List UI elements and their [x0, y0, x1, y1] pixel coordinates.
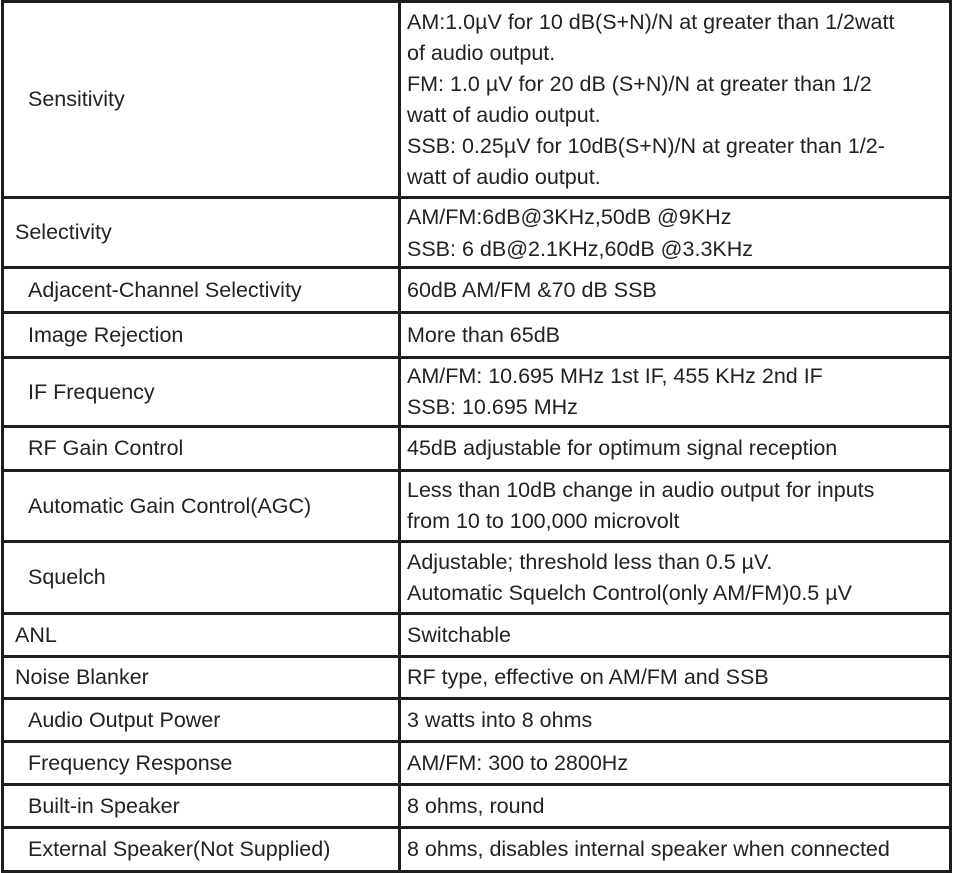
spec-value-cell	[400, 614, 951, 657]
spec-value-line: SSB: 6 dB@2.1KHz,60dB @3.3KHz	[407, 236, 754, 261]
spec-value-line: AM:1.0µV for 10 dB(S+N)/N at greater than 1/2watt	[407, 9, 895, 34]
spec-value-line: 8 ohms, round	[407, 793, 545, 818]
spec-label: RF Gain Control	[28, 436, 184, 460]
spec-value-line: watt of audio output.	[407, 164, 601, 189]
spec-label: Selectivity	[15, 220, 112, 244]
spec-label: Image Rejection	[28, 322, 184, 347]
spec-label: Noise Blanker	[15, 665, 149, 689]
spec-label: Automatic Gain Control(AGC)	[28, 493, 312, 518]
spec-label: IF Frequency	[28, 379, 155, 404]
spec-value-line: AM/FM: 300 to 2800Hz	[407, 750, 629, 775]
spec-value-cell	[400, 828, 951, 872]
table-row	[3, 828, 951, 872]
table-row	[3, 471, 951, 542]
table-row	[3, 2, 951, 198]
spec-label-cell	[3, 471, 400, 542]
table-row	[3, 657, 951, 699]
spec-label-cell	[3, 828, 400, 872]
spec-value-cell	[400, 785, 951, 828]
spec-label: Frequency Response	[28, 750, 233, 775]
spec-value-line: Switchable	[407, 622, 511, 647]
spec-value-line: More than 65dB	[407, 322, 560, 347]
spec-value-cell	[400, 268, 951, 313]
spec-label-cell	[3, 742, 400, 785]
spec-label: Audio Output Power	[28, 707, 221, 732]
spec-label: Sensitivity	[28, 87, 125, 111]
spec-value-cell	[400, 742, 951, 785]
table-row	[3, 742, 951, 785]
spec-value-line: of audio output.	[407, 40, 556, 65]
spec-value-cell	[400, 198, 951, 268]
spec-value-line: 3 watts into 8 ohms	[407, 707, 593, 732]
spec-value-cell	[400, 313, 951, 358]
spec-value-cell	[400, 542, 951, 614]
spec-label-cell	[3, 699, 400, 742]
table-row	[3, 699, 951, 742]
spec-value-line: watt of audio output.	[407, 102, 601, 127]
spec-value-line: SSB: 0.25µV for 10dB(S+N)/N at greater than 1/2-	[407, 133, 885, 158]
spec-value-line: AM/FM: 10.695 MHz 1st IF, 455 KHz 2nd IF	[407, 364, 823, 388]
spec-label-cell	[3, 657, 400, 699]
table-row	[3, 313, 951, 358]
specifications-table-body	[3, 2, 951, 872]
table-row	[3, 785, 951, 828]
spec-value-line: Less than 10dB change in audio output for inputs	[407, 478, 875, 502]
spec-value-line: AM/FM:6dB@3KHz,50dB @9KHz	[407, 204, 732, 229]
table-row	[3, 427, 951, 471]
spec-value-cell	[400, 358, 951, 427]
spec-value-line: 45dB adjustable for optimum signal reception	[407, 436, 838, 460]
spec-label-cell	[3, 614, 400, 657]
specifications-table	[1, 0, 952, 873]
spec-value-cell	[400, 2, 951, 198]
spec-label-cell	[3, 2, 400, 198]
spec-label: Squelch	[28, 565, 106, 589]
spec-label-cell	[3, 542, 400, 614]
spec-value-line: 8 ohms, disables internal speaker when connected	[407, 837, 890, 861]
spec-label-cell	[3, 268, 400, 313]
table-row	[3, 614, 951, 657]
table-row	[3, 542, 951, 614]
spec-value-line: FM: 1.0 µV for 20 dB (S+N)/N at greater than 1/2	[407, 71, 872, 96]
spec-value-line: from 10 to 100,000 microvolt	[407, 509, 680, 533]
spec-value-line: 60dB AM/FM &70 dB SSB	[407, 277, 657, 302]
spec-value-cell	[400, 657, 951, 699]
spec-value-cell	[400, 471, 951, 542]
table-row	[3, 198, 951, 268]
spec-label: Built-in Speaker	[28, 793, 180, 818]
table-row	[3, 358, 951, 427]
spec-value-line: Adjustable; threshold less than 0.5 µV.	[407, 549, 773, 574]
spec-value-line: Automatic Squelch Control(only AM/FM)0.5 µV	[407, 580, 852, 605]
spec-label: Adjacent-Channel Selectivity	[28, 277, 302, 302]
spec-label: ANL	[15, 622, 57, 647]
spec-value-cell	[400, 699, 951, 742]
spec-label-cell	[3, 313, 400, 358]
spec-label-cell	[3, 358, 400, 427]
spec-label-cell	[3, 198, 400, 268]
spec-value-line: RF type, effective on AM/FM and SSB	[407, 665, 769, 689]
spec-label-cell	[3, 427, 400, 471]
spec-value-cell	[400, 427, 951, 471]
table-row	[3, 268, 951, 313]
spec-label-cell	[3, 785, 400, 828]
spec-label: External Speaker(Not Supplied)	[28, 837, 331, 861]
spec-value-line: SSB: 10.695 MHz	[407, 395, 578, 419]
